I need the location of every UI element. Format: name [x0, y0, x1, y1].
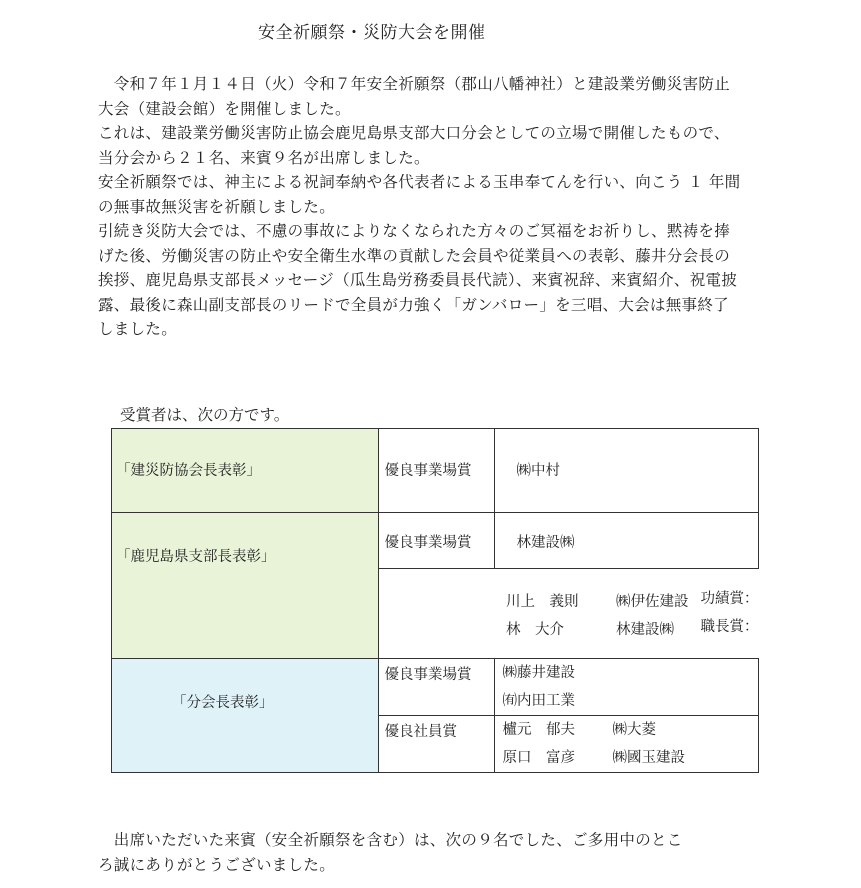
award-type-cell [378, 429, 494, 513]
table-row [112, 513, 759, 569]
table-row [112, 429, 759, 513]
body-line: の無事故無災害を祈願しました。 [98, 197, 336, 216]
winner: ㈱藤井建設 [502, 665, 575, 681]
body-line: 安全祈願祭では、神主による祝詞奉納や各代表者による玉串奉てんを行い、向こう １ 年間 [98, 173, 741, 191]
individual-winner [506, 588, 689, 616]
winner: 林建設㈱ [516, 535, 575, 551]
winner-cell [494, 659, 759, 716]
category-label: 「鹿児島県支部長表彰」 [116, 549, 276, 565]
award-type: 優良社員賞 [384, 724, 457, 740]
winner-name: 櫨元 郁夫 [502, 722, 575, 738]
award-name: 職長賞： [700, 619, 759, 635]
closing-line: 出席いただいた来賓（安全祈願祭を含む）は、次の９名でした、ご多用中のとこ [98, 831, 683, 849]
award-type: 優良事業場賞 [384, 535, 472, 551]
table-row [112, 659, 759, 716]
award-type-cell [378, 513, 494, 569]
page-title: 安全祈願祭・災防大会を開催 [258, 23, 486, 43]
body-line: 露、最後に森山副支部長のリードで全員が力強く「ガンバロー」を三唱、大会は無事終了 [98, 295, 729, 314]
winner-company: ㈱伊佐建設 [616, 594, 689, 610]
category-label: 「建災防協会長表彰」 [116, 463, 261, 479]
winner-name: 林 大介 [506, 622, 564, 638]
award-name: 功績賞： [700, 591, 759, 607]
body-line: 引続き災防大会では、不慮の事故によりなくなられた方々のご冥福をお祈りし、黙祷を捧 [98, 222, 731, 240]
winner: ㈱中村 [516, 463, 560, 479]
winner-name: 原口 富彦 [502, 750, 575, 766]
category-cell [112, 513, 379, 659]
body-line: 挨拶、鹿児島県支部長メッセージ（瓜生島労務委員長代読）、来賓祝辞、来賓紹介、祝電披 [98, 271, 738, 289]
winner: ㈲内田工業 [502, 693, 575, 709]
winner-company: ㈱國玉建設 [612, 750, 685, 766]
winner-cell [494, 716, 759, 773]
individual-winner [506, 616, 689, 644]
award-type-cell [378, 659, 494, 716]
body-line: 当分会から２１名、来賓９名が出席しました。 [98, 148, 430, 167]
winner-cell [494, 513, 759, 569]
category-cell [112, 429, 379, 513]
winner-company: ㈱大菱 [612, 722, 656, 738]
body-line: これは、建設業労働災害防止協会鹿児島県支部大口分会としての立場で開催したもので、 [98, 124, 730, 142]
individual-winners [506, 588, 689, 644]
award-type-cell [378, 716, 494, 773]
category-cell [112, 659, 379, 773]
body-line: げた後、労働災害の防止や安全衛生水準の貢献した会員や従業員への表彰、藤井分会長の [98, 246, 731, 265]
award-type: 優良事業場賞 [384, 463, 472, 479]
closing-line: ろ誠にありがとうございました。 [98, 855, 336, 874]
body-line: 令和７年１月１４日（火）令和７年安全祈願祭（郡山八幡神社）と建設業労働災害防止 [98, 75, 731, 93]
winner-name: 川上 義則 [506, 594, 579, 610]
recipients-intro: 受賞者は、次の方です。 [120, 406, 290, 424]
body-line: しました。 [98, 320, 178, 338]
individual-winner [503, 716, 759, 744]
individual-winner [503, 744, 759, 772]
closing-paragraph [98, 828, 758, 877]
body-line: 大会（建設会館）を開催しました。 [98, 99, 351, 118]
body-paragraph [98, 72, 758, 342]
winner-company: 林建設㈱ [616, 622, 674, 638]
award-type: 優良事業場賞 [384, 667, 472, 683]
winner-cell [494, 429, 759, 513]
category-label: 「分会長表彰」 [172, 695, 274, 711]
